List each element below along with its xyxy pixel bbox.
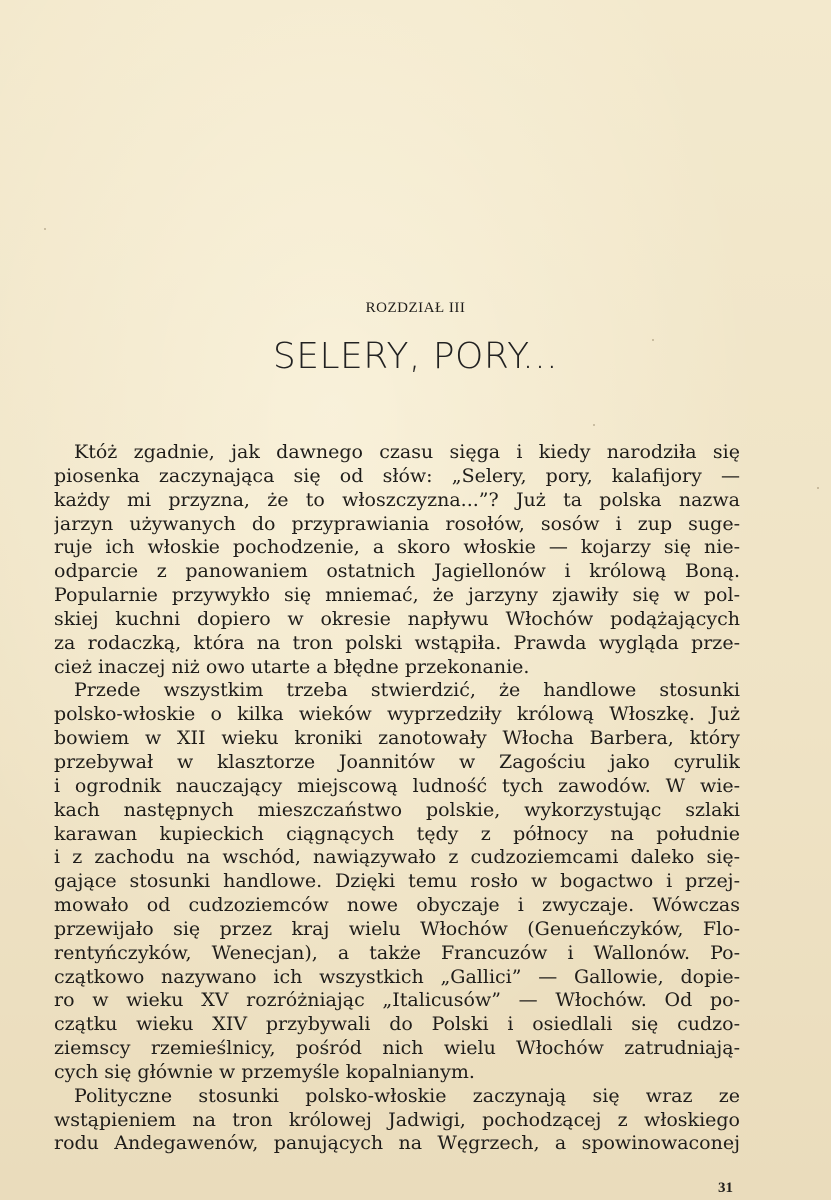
text-line: gające stosunki handlowe. Dzięki temu rosło w bogactwo i przej-	[54, 870, 740, 893]
text-line: rentyńczyków, Wenecjan), a także Francuzów i Wallonów. Po-	[54, 941, 740, 964]
paper-speck	[44, 228, 46, 230]
text-line: mowało od cudzoziemców nowe obyczaje i zwyczaje. Wówczas	[54, 894, 740, 917]
text-line: kach następnych mieszczaństwo polskie, wykorzystując szlaki	[54, 798, 740, 821]
text-line: ziemscy rzemieślnicy, pośród nich wielu Włochów zatrudniają-	[54, 1037, 740, 1060]
text-line: Któż zgadnie, jak dawnego czasu sięga i kiedy narodziła się	[74, 441, 740, 463]
text-line: przewijało się przez kraj wielu Włochów (Genueńczyków, Flo-	[54, 917, 740, 940]
text-line: ro w wieku XV rozróżniając „Italicusów” — Włochów. Od po-	[54, 989, 740, 1012]
text-line: Popularnie przywykło się mniemać, że jarzyny zjawiły się w pol-	[54, 584, 740, 607]
page-number: 31	[718, 1180, 733, 1196]
text-line: Przede wszystkim trzeba stwierdzić, że handlowe stosunki	[74, 679, 740, 702]
text-line: czątku wieku XIV przybywali do Polski i osiedlali się cudzo-	[54, 1013, 740, 1036]
text-line: karawan kupieckich ciągnących tędy z północy na południe	[54, 822, 740, 845]
body-text	[54, 441, 740, 1156]
text-line: i ogrodnik nauczający miejscową ludność tych zawodów. W wie-	[54, 774, 740, 797]
chapter-title: SELERY, PORY...	[272, 336, 559, 377]
text-line: za rodaczką, która na tron polski wstąpiła. Prawda wygląda prze-	[54, 631, 740, 654]
text-line: cych się głównie w przemyśle kopalnianym.	[54, 1060, 475, 1083]
text-line: jarzyn używanych do przyprawiania rosołów, sosów i zup suge-	[54, 512, 740, 535]
text-line: i z zachodu na wschód, nawiązywało z cudzoziemcami daleko się-	[54, 846, 740, 869]
text-line: skiej kuchni dopiero w okresie napływu Włochów podążających	[54, 607, 740, 630]
text-line: bowiem w XII wieku kroniki zanotowały Włocha Barbera, który	[54, 727, 740, 750]
text-line: wstąpieniem na tron królowej Jadwigi, pochodzącej z włoskiego	[54, 1108, 740, 1131]
chapter-label: ROZDZIAŁ III	[365, 300, 466, 316]
text-line: ruje ich włoskie pochodzenie, a skoro włoskie — kojarzy się nie-	[54, 536, 740, 559]
text-line: przebywał w klasztorze Joannitów w Zagościu jako cyrulik	[54, 750, 740, 773]
text-line: odparcie z panowaniem ostatnich Jagiellonów i królową Boną.	[54, 560, 740, 583]
text-line: piosenka zaczynająca się od słów: „Selery, pory, kalafijory —	[54, 464, 740, 487]
text-line: polsko-włoskie o kilka wieków wyprzedziły królową Włoszkę. Już	[54, 703, 740, 726]
paper-speck	[593, 424, 595, 426]
text-line: czątkowo nazywano ich wszystkich „Gallici” — Gallowie, dopie-	[54, 965, 740, 988]
text-line: każdy mi przyzna, że to włoszczyzna...”? Już ta polska nazwa	[54, 488, 740, 511]
paper-speck	[817, 487, 819, 489]
text-line: Polityczne stosunki polsko-włoskie zaczynają się wraz ze	[74, 1084, 740, 1107]
text-line: cież inaczej niż owo utarte a błędne przekonanie.	[54, 655, 530, 678]
text-line: rodu Andegawenów, panujących na Węgrzech, a spowinowaconej	[54, 1132, 740, 1155]
